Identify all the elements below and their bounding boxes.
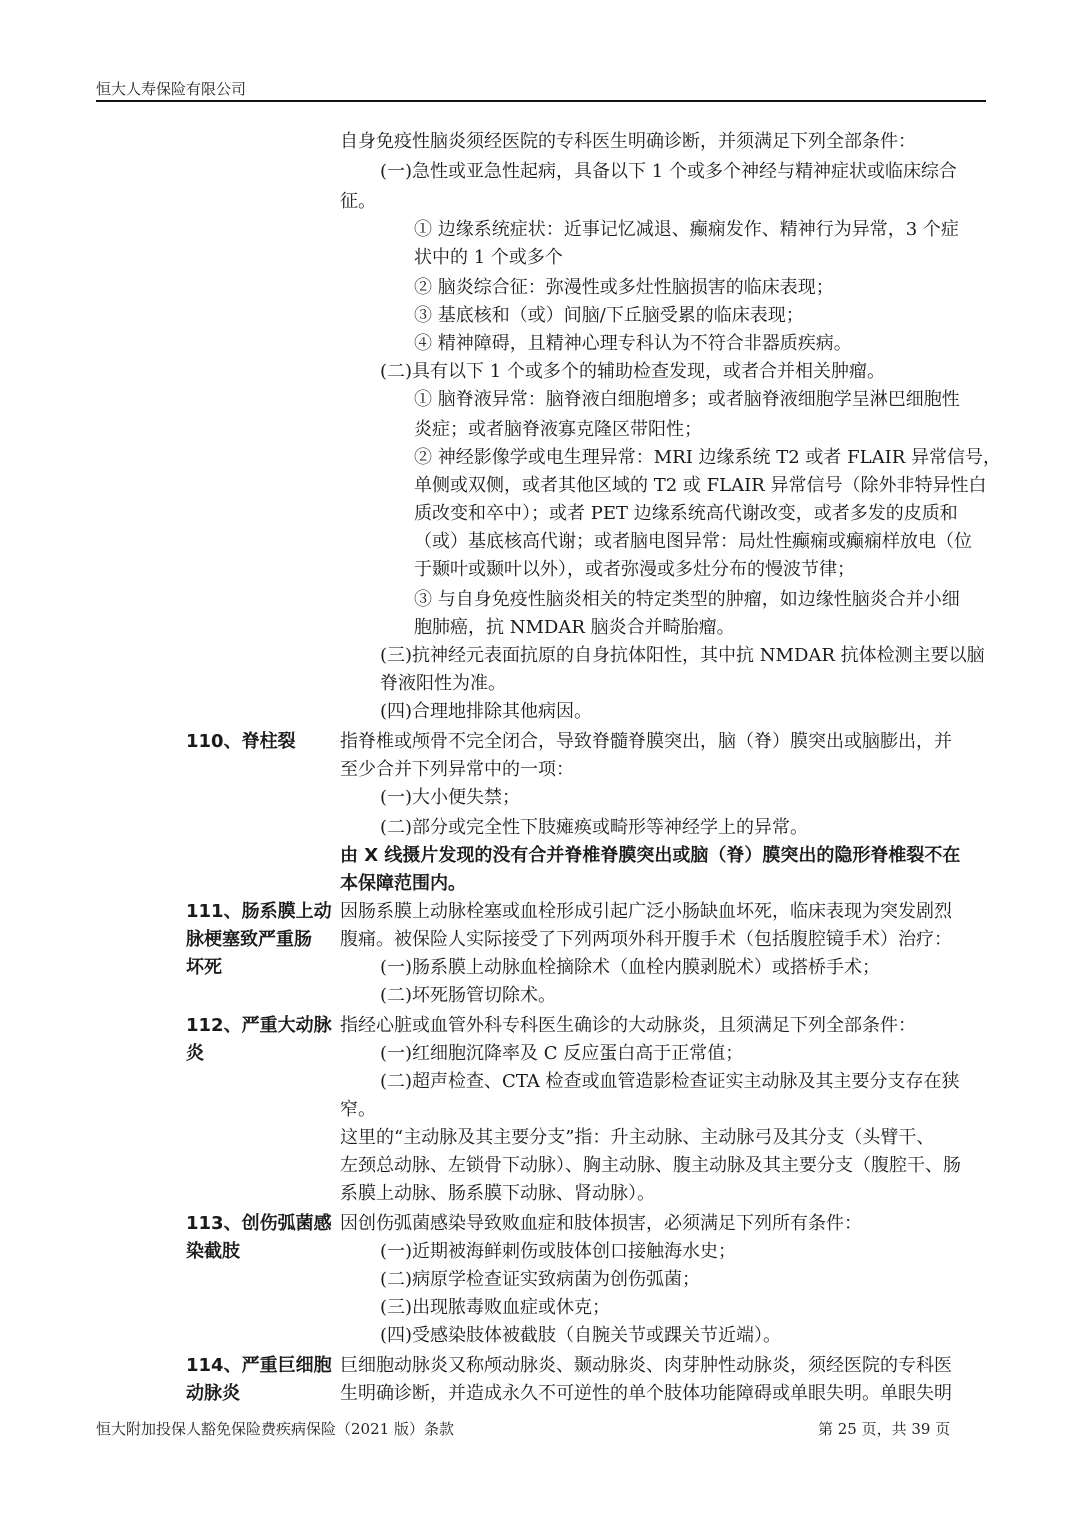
text-line: (四)合理地排除其他病因。 bbox=[380, 701, 593, 722]
text-line: 生明确诊断，并造成永久不可逆性的单个肢体功能障碍或单眼失明。单眼失明 bbox=[340, 1383, 952, 1404]
clause-title-111: 坏死 bbox=[186, 957, 222, 978]
text-line: (三)抗神经元表面抗原的自身抗体阳性，其中抗 NMDAR 抗体检测主要以脑 bbox=[380, 645, 985, 666]
text-line: 胞肺癌，抗 NMDAR 脑炎合并畸胎瘤。 bbox=[414, 617, 735, 638]
clause-title-114: 动脉炎 bbox=[186, 1383, 240, 1404]
text-line: 因创伤弧菌感染导致败血症和肢体损害，必须满足下列所有条件： bbox=[340, 1213, 862, 1234]
text-line: 左颈总动脉、左锁骨下动脉）、胸主动脉、腹主动脉及其主要分支（腹腔干、肠 bbox=[340, 1155, 961, 1176]
clause-title-114: 114、严重巨细胞 bbox=[186, 1355, 332, 1376]
text-line: (三)出现脓毒败血症或休克； bbox=[380, 1297, 611, 1318]
text-line: (一)肠系膜上动脉血栓摘除术（血栓内膜剥脱术）或搭桥手术； bbox=[380, 957, 881, 978]
text-line: 单侧或双侧，或者其他区域的 T2 或 FLAIR 异常信号（除外非特异性白 bbox=[414, 475, 987, 496]
text-line: 因肠系膜上动脉栓塞或血栓形成引起广泛小肠缺血坏死，临床表现为突发剧烈 bbox=[340, 901, 952, 922]
company-header: 恒大人寿保险有限公司 bbox=[96, 80, 247, 98]
clause-title-112: 炎 bbox=[186, 1043, 204, 1064]
text-line: ① 脑脊液异常：脑脊液白细胞增多；或者脑脊液细胞学呈淋巴细胞性 bbox=[414, 389, 960, 410]
text-line: (四)受感染肢体被截肢（自腕关节或踝关节近端）。 bbox=[380, 1325, 782, 1346]
exclusion-note: 由 X 线摄片发现的没有合并脊椎脊膜突出或脑（脊）膜突出的隐形脊椎裂不在 bbox=[340, 845, 961, 866]
text-line: 于颞叶或颞叶以外），或者弥漫或多灶分布的慢波节律； bbox=[414, 559, 855, 580]
text-line: 窄。 bbox=[340, 1099, 376, 1120]
text-line: ③ 与自身免疫性脑炎相关的特定类型的肿瘤，如边缘性脑炎合并小细 bbox=[414, 589, 960, 610]
text-line: (二)坏死肠管切除术。 bbox=[380, 985, 557, 1006]
text-line: (一)近期被海鲜刺伤或肢体创口接触海水史； bbox=[380, 1241, 737, 1262]
text-line: 系膜上动脉、肠系膜下动脉、肾动脉）。 bbox=[340, 1183, 655, 1204]
clause-title-113: 113、创伤弧菌感 bbox=[186, 1213, 332, 1234]
text-line: (一)急性或亚急性起病，具备以下 1 个或多个神经与精神症状或临床综合 bbox=[380, 161, 957, 182]
text-line: (二)具有以下 1 个或多个的辅助检查发现，或者合并相关肿瘤。 bbox=[380, 361, 885, 382]
text-line: 腹痛。被保险人实际接受了下列两项外科开腹手术（包括腹腔镜手术）治疗： bbox=[340, 929, 952, 950]
text-line: ① 边缘系统症状：近事记忆减退、癫痫发作、精神行为异常，3 个症 bbox=[414, 219, 959, 240]
text-line: （或）基底核高代谢；或者脑电图异常：局灶性癫痫或癫痫样放电（位 bbox=[414, 531, 972, 552]
text-line: 状中的 1 个或多个 bbox=[414, 247, 563, 268]
clause-title-111: 111、肠系膜上动 bbox=[186, 901, 332, 922]
header-divider bbox=[96, 100, 986, 102]
text-line: (二)部分或完全性下肢瘫痪或畸形等神经学上的异常。 bbox=[380, 817, 809, 838]
text-line: (一)大小便失禁； bbox=[380, 787, 521, 808]
text-line: 巨细胞动脉炎又称颅动脉炎、颞动脉炎、肉芽肿性动脉炎，须经医院的专科医 bbox=[340, 1355, 952, 1376]
text-line: 自身免疫性脑炎须经医院的专科医生明确诊断，并须满足下列全部条件： bbox=[340, 131, 916, 152]
text-line: ③ 基底核和（或）间脑/下丘脑受累的临床表现； bbox=[414, 305, 804, 326]
footer-document-title: 恒大附加投保人豁免保险费疾病保险（2021 版）条款 bbox=[96, 1420, 454, 1438]
text-line: ② 神经影像学或电生理异常：MRI 边缘系统 T2 或者 FLAIR 异常信号， bbox=[414, 447, 1001, 468]
text-line: 指脊椎或颅骨不完全闭合，导致脊髓脊膜突出，脑（脊）膜突出或脑膨出，并 bbox=[340, 731, 952, 752]
text-line: ② 脑炎综合征：弥漫性或多灶性脑损害的临床表现； bbox=[414, 277, 834, 298]
text-line: 这里的“主动脉及其主要分支”指：升主动脉、主动脉弓及其分支（头臂干、 bbox=[340, 1127, 935, 1148]
exclusion-note: 本保障范围内。 bbox=[340, 873, 466, 894]
text-line: 炎症；或者脑脊液寡克隆区带阳性； bbox=[414, 419, 702, 440]
text-line: 脊液阳性为准。 bbox=[380, 673, 506, 694]
clause-title-111: 脉梗塞致严重肠 bbox=[186, 929, 312, 950]
text-line: 指经心脏或血管外科专科医生确诊的大动脉炎，且须满足下列全部条件： bbox=[340, 1015, 916, 1036]
text-line: (一)红细胞沉降率及 C 反应蛋白高于正常值； bbox=[380, 1043, 744, 1064]
text-line: ④ 精神障碍，且精神心理专科认为不符合非器质疾病。 bbox=[414, 333, 852, 354]
clause-title-113: 染截肢 bbox=[186, 1241, 240, 1262]
text-line: (二)超声检查、CTA 检查或血管造影检查证实主动脉及其主要分支存在狭 bbox=[380, 1071, 960, 1092]
text-line: 质改变和卒中）；或者 PET 边缘系统高代谢改变，或者多发的皮质和 bbox=[414, 503, 958, 524]
clause-title-110: 110、脊柱裂 bbox=[186, 731, 296, 752]
footer-page-number: 第 25 页，共 39 页 bbox=[818, 1420, 951, 1438]
text-line: 至少合并下列异常中的一项： bbox=[340, 759, 574, 780]
clause-title-112: 112、严重大动脉 bbox=[186, 1015, 332, 1036]
text-line: (二)病原学检查证实致病菌为创伤弧菌； bbox=[380, 1269, 701, 1290]
text-line: 征。 bbox=[340, 191, 376, 212]
